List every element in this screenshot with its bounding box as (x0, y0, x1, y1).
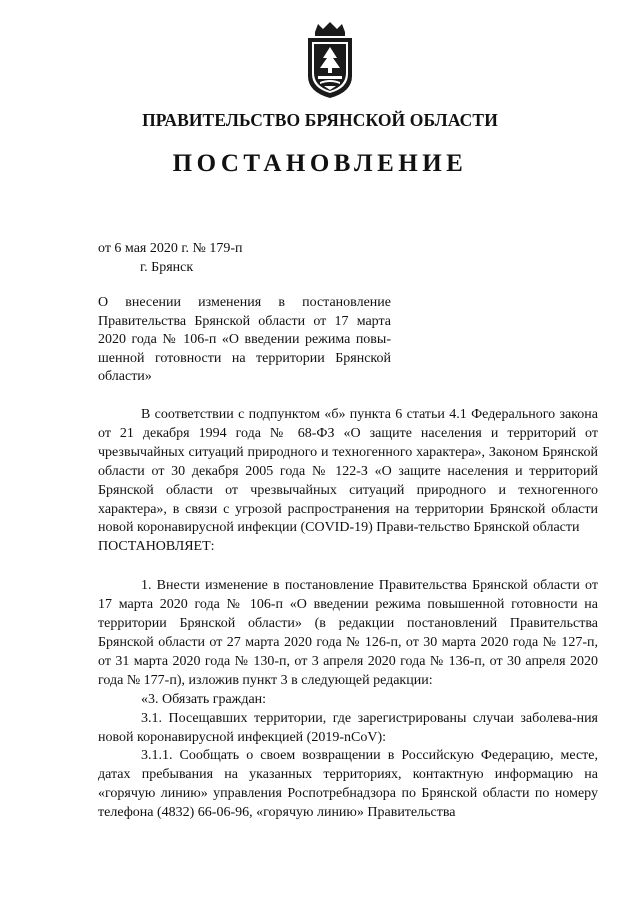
coat-of-arms-emblem (300, 20, 360, 100)
resolves-heading: ПОСТАНОВЛЯЕТ: (98, 539, 215, 555)
document-body (98, 406, 598, 823)
item-1-paragraph: 1. Внести изменение в постановление Правительства Брянской области от 17 марта 2020 года № 106-п «О введении режима повышенной готовности на территории Брянской области» (в редакции постановлений Правительства Брянской области от 27 марта 2020 года № 126-п, от 30 марта 2020 года № 127-п, от 31 марта 2020 года № 130-п, от 3 апреля 2020 года № 136-п, от 30 апреля 2020 года № 177-п), изложив пункт 3 в следующей редакции: (98, 578, 598, 688)
preamble-paragraph: В соответствии с подпунктом «б» пункта 6 статьи 4.1 Федерального закона от 21 декабря 1994 года № 68-ФЗ «О защите населения и территорий от чрезвычайных ситуаций природного и техногенного характера», Законом Брянской области от 30 декабря 2005 года № 122-З «О защите населения и территорий Брянской области от чрезвычайных ситуаций природного и техногенного характера», в связи с угрозой распространения на территории Брянской области новой коронавирусной инфекции (COVID-19) Прави-тельство Брянской области (98, 407, 598, 536)
document-date-number: от 6 мая 2020 г. № 179-п (98, 241, 243, 256)
document-city: г. Брянск (140, 260, 194, 275)
document-type-title: ПОСТАНОВЛЕНИЕ (172, 150, 468, 177)
item-3-1-1-paragraph: 3.1.1. Сообщать о своем возвращении в Российскую Федерацию, месте, датах пребывания на указанных территориях, контактную информацию на «горячую линию» управления Роспотребнадзора по Брянской области по номеру телефона (4832) 66-06-96, «горячую линию» Правительства (98, 748, 598, 821)
item-3-1-paragraph: 3.1. Посещавших территории, где зарегистрированы случаи заболева-ния новой коронавирусной инфекцией (2019-nCoV): (98, 710, 598, 745)
government-title: ПРАВИТЕЛЬСТВО БРЯНСКОЙ ОБЛАСТИ (142, 110, 498, 130)
document-subject: О внесении изменения в постановление Правительства Брянской области от 17 марта 2020 года № 106-п «О введении режима повы-шенной готовности на территории Брянской области» (98, 295, 391, 384)
item-3-paragraph: «3. Обязать граждан: (141, 691, 267, 707)
